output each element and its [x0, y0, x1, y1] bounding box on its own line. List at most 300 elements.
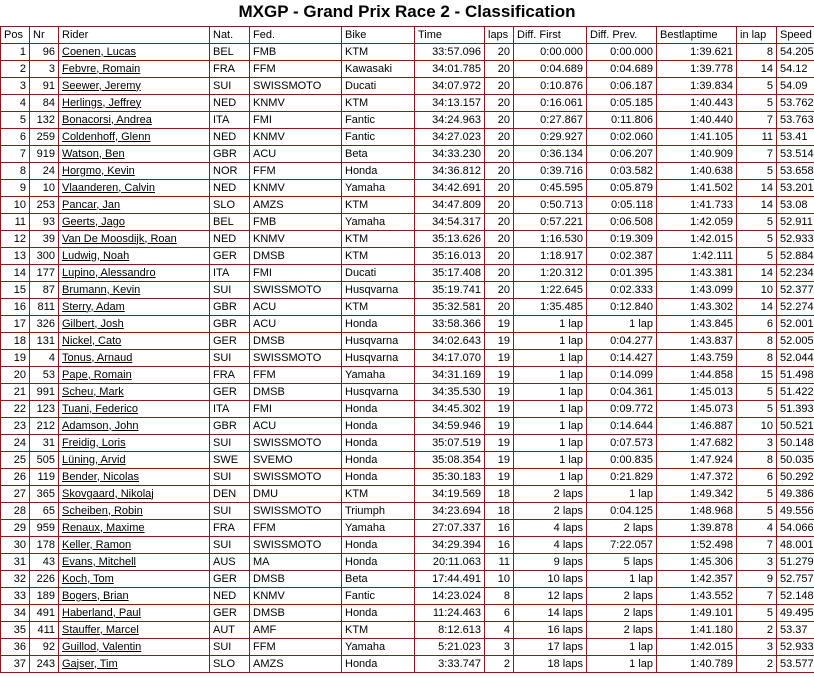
cell-time: 35:30.183 [415, 469, 485, 486]
table-row [1, 350, 814, 367]
rider-link[interactable]: Tonus, Arnaud [62, 351, 133, 364]
cell-nr: 226 [30, 571, 59, 588]
cell-in-lap: 5 [737, 401, 777, 418]
rider-link[interactable]: Scheiben, Robin [62, 504, 143, 517]
cell-diff-first: 4 laps [514, 537, 587, 554]
cell-speed: 54.205 [777, 44, 814, 61]
cell-nr: 177 [30, 265, 59, 282]
rider-link[interactable]: Pancar, Jan [62, 198, 121, 211]
table-row [1, 282, 814, 299]
cell-laps: 16 [485, 520, 514, 537]
cell-diff-first: 0:45.595 [514, 180, 587, 197]
cell-rider [59, 231, 210, 248]
cell-nr: 24 [30, 163, 59, 180]
cell-diff-prev: 0:21.829 [587, 469, 657, 486]
cell-in-lap: 15 [737, 367, 777, 384]
rider-link[interactable]: Herlings, Jeffrey [62, 96, 142, 109]
cell-speed: 54.066 [777, 520, 814, 537]
cell-in-lap: 6 [737, 469, 777, 486]
cell-in-lap: 5 [737, 231, 777, 248]
cell-speed: 52.044 [777, 350, 814, 367]
cell-fed: KNMV [250, 231, 342, 248]
cell-bike: Honda [342, 401, 415, 418]
cell-time: 34:02.643 [415, 333, 485, 350]
cell-rider [59, 180, 210, 197]
cell-speed: 53.41 [777, 129, 814, 146]
cell-fed: FMI [250, 112, 342, 129]
cell-nat: AUT [210, 622, 250, 639]
table-row [1, 503, 814, 520]
rider-link[interactable]: Evans, Mitchell [62, 555, 136, 568]
rider-link[interactable]: Guillod, Valentin [62, 640, 142, 653]
cell-bike: KTM [342, 486, 415, 503]
cell-pos: 33 [1, 588, 30, 605]
cell-nr: 259 [30, 129, 59, 146]
cell-rider [59, 367, 210, 384]
cell-nat: SLO [210, 656, 250, 673]
cell-diff-first: 1:35.485 [514, 299, 587, 316]
cell-bike: Honda [342, 452, 415, 469]
cell-fed: SWISSMOTO [250, 469, 342, 486]
column-header-speed: Speed [777, 27, 814, 44]
cell-time: 34:45.302 [415, 401, 485, 418]
cell-in-lap: 8 [737, 333, 777, 350]
page-title: MXGP - Grand Prix Race 2 - Classification [238, 2, 576, 21]
table-row [1, 333, 814, 350]
header-row [1, 27, 814, 44]
cell-time: 34:33.230 [415, 146, 485, 163]
cell-fed: FMI [250, 265, 342, 282]
cell-nr: 87 [30, 282, 59, 299]
cell-speed: 49.556 [777, 503, 814, 520]
cell-diff-prev: 0:06.207 [587, 146, 657, 163]
cell-diff-prev: 1 lap [587, 316, 657, 333]
cell-time: 27:07.337 [415, 520, 485, 537]
cell-bike: Husqvarna [342, 384, 415, 401]
cell-pos: 27 [1, 486, 30, 503]
cell-bike: Ducati [342, 78, 415, 95]
cell-nat: SUI [210, 350, 250, 367]
cell-nat: SUI [210, 78, 250, 95]
cell-time: 34:59.946 [415, 418, 485, 435]
cell-nat: ITA [210, 112, 250, 129]
table-row [1, 146, 814, 163]
cell-bestlaptime: 1:47.924 [657, 452, 737, 469]
cell-diff-prev: 0:00.835 [587, 452, 657, 469]
cell-bike: Husqvarna [342, 350, 415, 367]
cell-bike: KTM [342, 44, 415, 61]
cell-time: 34:47.809 [415, 197, 485, 214]
cell-nr: 123 [30, 401, 59, 418]
table-row [1, 588, 814, 605]
rider-link[interactable]: Nickel, Cato [62, 334, 122, 347]
cell-nat: NED [210, 180, 250, 197]
cell-nat: SLO [210, 197, 250, 214]
cell-bestlaptime: 1:43.302 [657, 299, 737, 316]
table-row [1, 367, 814, 384]
cell-diff-first: 1 lap [514, 384, 587, 401]
cell-nat: SUI [210, 639, 250, 656]
cell-diff-first: 1 lap [514, 452, 587, 469]
cell-fed: DMU [250, 486, 342, 503]
cell-nr: 65 [30, 503, 59, 520]
cell-in-lap: 2 [737, 622, 777, 639]
cell-diff-first: 12 laps [514, 588, 587, 605]
cell-diff-prev: 1 lap [587, 486, 657, 503]
table-row [1, 197, 814, 214]
cell-pos: 34 [1, 605, 30, 622]
cell-in-lap: 5 [737, 605, 777, 622]
cell-fed: FMB [250, 44, 342, 61]
cell-in-lap: 14 [737, 180, 777, 197]
cell-pos: 37 [1, 656, 30, 673]
cell-nr: 919 [30, 146, 59, 163]
cell-diff-prev: 0:09.772 [587, 401, 657, 418]
cell-pos: 15 [1, 282, 30, 299]
rider-link[interactable]: Pape, Romain [62, 368, 132, 381]
cell-diff-first: 1:22.645 [514, 282, 587, 299]
cell-bestlaptime: 1:42.015 [657, 231, 737, 248]
rider-link[interactable]: Scheu, Mark [62, 385, 124, 398]
cell-diff-prev: 0:04.689 [587, 61, 657, 78]
cell-nat: FRA [210, 367, 250, 384]
cell-rider [59, 622, 210, 639]
cell-pos: 26 [1, 469, 30, 486]
cell-rider [59, 571, 210, 588]
cell-time: 35:32.581 [415, 299, 485, 316]
rider-link[interactable]: Sterry, Adam [62, 300, 125, 313]
cell-bestlaptime: 1:40.638 [657, 163, 737, 180]
rider-link[interactable]: Adamson, John [62, 419, 139, 432]
table-row [1, 180, 814, 197]
column-header-nat: Nat. [210, 27, 250, 44]
cell-in-lap: 14 [737, 197, 777, 214]
cell-rider [59, 435, 210, 452]
cell-pos: 28 [1, 503, 30, 520]
column-header-rider: Rider [59, 27, 210, 44]
cell-laps: 19 [485, 401, 514, 418]
cell-diff-first: 1 lap [514, 469, 587, 486]
cell-fed: DMSB [250, 333, 342, 350]
column-header-diff-prev: Diff. Prev. [587, 27, 657, 44]
rider-link[interactable]: Keller, Ramon [62, 538, 132, 551]
cell-bestlaptime: 1:45.013 [657, 384, 737, 401]
cell-speed: 51.498 [777, 367, 814, 384]
cell-rider [59, 299, 210, 316]
cell-in-lap: 6 [737, 316, 777, 333]
rider-link[interactable]: Seewer, Jeremy [62, 79, 141, 92]
cell-speed: 52.148 [777, 588, 814, 605]
cell-fed: AMZS [250, 656, 342, 673]
cell-time: 11:24.463 [415, 605, 485, 622]
cell-nat: GBR [210, 299, 250, 316]
cell-bestlaptime: 1:42.059 [657, 214, 737, 231]
cell-pos: 21 [1, 384, 30, 401]
cell-fed: DMSB [250, 571, 342, 588]
column-header-time: Time [415, 27, 485, 44]
cell-fed: FFM [250, 367, 342, 384]
cell-laps: 20 [485, 146, 514, 163]
cell-time: 34:54.317 [415, 214, 485, 231]
cell-pos: 20 [1, 367, 30, 384]
cell-rider [59, 112, 210, 129]
cell-diff-prev: 0:02.387 [587, 248, 657, 265]
cell-fed: DMSB [250, 384, 342, 401]
cell-bike: Honda [342, 605, 415, 622]
cell-time: 34:23.694 [415, 503, 485, 520]
cell-time: 34:01.785 [415, 61, 485, 78]
column-header-bestlaptime: Bestlaptime [657, 27, 737, 44]
cell-speed: 53.201 [777, 180, 814, 197]
cell-diff-prev: 5 laps [587, 554, 657, 571]
cell-time: 35:07.519 [415, 435, 485, 452]
cell-nat: GER [210, 248, 250, 265]
cell-rider [59, 333, 210, 350]
cell-nat: GER [210, 333, 250, 350]
cell-diff-prev: 0:02.060 [587, 129, 657, 146]
rider-link[interactable]: Freidig, Loris [62, 436, 126, 449]
cell-nr: 300 [30, 248, 59, 265]
cell-laps: 19 [485, 350, 514, 367]
rider-link[interactable]: Koch, Tom [62, 572, 114, 585]
table-row [1, 61, 814, 78]
cell-bike: KTM [342, 95, 415, 112]
rider-link[interactable]: Coldenhoff, Glenn [62, 130, 151, 143]
cell-speed: 51.422 [777, 384, 814, 401]
rider-link[interactable]: Tuani, Federico [62, 402, 139, 415]
rider-link[interactable]: Renaux, Maxime [62, 521, 145, 534]
cell-laps: 20 [485, 214, 514, 231]
cell-laps: 19 [485, 333, 514, 350]
cell-in-lap: 9 [737, 571, 777, 588]
cell-diff-prev: 7:22.057 [587, 537, 657, 554]
cell-laps: 20 [485, 265, 514, 282]
cell-bestlaptime: 1:42.015 [657, 639, 737, 656]
cell-rider [59, 129, 210, 146]
cell-diff-prev: 0:11.806 [587, 112, 657, 129]
cell-nr: 491 [30, 605, 59, 622]
cell-time: 34:27.023 [415, 129, 485, 146]
rider-link[interactable]: Bogers, Brian [62, 589, 129, 602]
cell-speed: 50.148 [777, 435, 814, 452]
table-row [1, 622, 814, 639]
cell-diff-first: 1 lap [514, 435, 587, 452]
cell-nr: 811 [30, 299, 59, 316]
cell-laps: 10 [485, 571, 514, 588]
table-row [1, 299, 814, 316]
cell-bike: KTM [342, 197, 415, 214]
column-header-bike: Bike [342, 27, 415, 44]
cell-rider [59, 350, 210, 367]
cell-diff-first: 1 lap [514, 418, 587, 435]
cell-time: 34:17.070 [415, 350, 485, 367]
table-row [1, 112, 814, 129]
cell-speed: 54.09 [777, 78, 814, 95]
cell-time: 34:35.530 [415, 384, 485, 401]
cell-rider [59, 384, 210, 401]
cell-fed: FFM [250, 163, 342, 180]
cell-fed: SWISSMOTO [250, 435, 342, 452]
cell-bestlaptime: 1:43.759 [657, 350, 737, 367]
cell-time: 34:31.169 [415, 367, 485, 384]
cell-laps: 18 [485, 503, 514, 520]
cell-fed: SWISSMOTO [250, 282, 342, 299]
table-row [1, 639, 814, 656]
cell-diff-first: 0:16.061 [514, 95, 587, 112]
cell-speed: 52.274 [777, 299, 814, 316]
rider-link[interactable]: Bender, Nicolas [62, 470, 140, 483]
cell-bestlaptime: 1:43.381 [657, 265, 737, 282]
cell-in-lap: 7 [737, 146, 777, 163]
cell-bike: Fantic [342, 129, 415, 146]
cell-pos: 14 [1, 265, 30, 282]
cell-in-lap: 10 [737, 282, 777, 299]
cell-bestlaptime: 1:41.733 [657, 197, 737, 214]
rider-link[interactable]: Brumann, Kevin [62, 283, 141, 296]
cell-nat: NED [210, 588, 250, 605]
cell-diff-first: 10 laps [514, 571, 587, 588]
cell-pos: 29 [1, 520, 30, 537]
cell-bestlaptime: 1:41.180 [657, 622, 737, 639]
cell-diff-first: 4 laps [514, 520, 587, 537]
rider-link[interactable]: Stauffer, Marcel [62, 623, 139, 636]
cell-in-lap: 8 [737, 452, 777, 469]
cell-speed: 52.757 [777, 571, 814, 588]
rider-link[interactable]: Skovgaard, Nikolaj [62, 487, 154, 500]
cell-pos: 9 [1, 180, 30, 197]
cell-pos: 17 [1, 316, 30, 333]
cell-bestlaptime: 1:45.306 [657, 554, 737, 571]
cell-fed: FMB [250, 214, 342, 231]
cell-nr: 4 [30, 350, 59, 367]
table-row [1, 418, 814, 435]
cell-pos: 1 [1, 44, 30, 61]
cell-fed: SVEMO [250, 452, 342, 469]
cell-bike: Ducati [342, 265, 415, 282]
cell-in-lap: 5 [737, 163, 777, 180]
cell-nat: SUI [210, 503, 250, 520]
cell-time: 33:58.366 [415, 316, 485, 333]
cell-in-lap: 14 [737, 265, 777, 282]
cell-nr: 178 [30, 537, 59, 554]
cell-in-lap: 8 [737, 44, 777, 61]
cell-in-lap: 7 [737, 537, 777, 554]
rider-link[interactable]: Horgmo, Kevin [62, 164, 135, 177]
column-header-fed: Fed. [250, 27, 342, 44]
cell-diff-prev: 1 lap [587, 656, 657, 673]
cell-bike: Husqvarna [342, 282, 415, 299]
table-row [1, 605, 814, 622]
cell-fed: AMF [250, 622, 342, 639]
cell-diff-prev: 0:04.125 [587, 503, 657, 520]
cell-bestlaptime: 1:46.887 [657, 418, 737, 435]
cell-speed: 53.577 [777, 656, 814, 673]
rider-link[interactable]: Vlaanderen, Calvin [62, 181, 155, 194]
table-row [1, 401, 814, 418]
cell-rider [59, 418, 210, 435]
cell-diff-first: 18 laps [514, 656, 587, 673]
cell-pos: 7 [1, 146, 30, 163]
cell-fed: SWISSMOTO [250, 503, 342, 520]
cell-nat: SWE [210, 452, 250, 469]
cell-bestlaptime: 1:43.552 [657, 588, 737, 605]
cell-diff-prev: 0:00.000 [587, 44, 657, 61]
rider-link[interactable]: Lupino, Alessandro [62, 266, 156, 279]
rider-link[interactable]: Coenen, Lucas [62, 45, 136, 58]
cell-time: 34:13.157 [415, 95, 485, 112]
rider-link[interactable]: Bonacorsi, Andrea [62, 113, 152, 126]
cell-bike: Yamaha [342, 214, 415, 231]
cell-rider [59, 656, 210, 673]
rider-link[interactable]: Van De Moosdijk, Roan [62, 232, 177, 245]
cell-laps: 6 [485, 605, 514, 622]
cell-laps: 20 [485, 112, 514, 129]
cell-speed: 52.377 [777, 282, 814, 299]
cell-bike: Honda [342, 418, 415, 435]
cell-rider [59, 639, 210, 656]
cell-fed: FMI [250, 401, 342, 418]
rider-link[interactable]: Febvre, Romain [62, 62, 141, 75]
cell-laps: 20 [485, 129, 514, 146]
cell-fed: ACU [250, 418, 342, 435]
cell-nat: FRA [210, 520, 250, 537]
rider-link[interactable]: Watson, Ben [62, 147, 125, 160]
cell-in-lap: 5 [737, 214, 777, 231]
column-header-nr: Nr [30, 27, 59, 44]
cell-rider [59, 503, 210, 520]
table-row [1, 554, 814, 571]
cell-pos: 4 [1, 95, 30, 112]
cell-bike: Kawasaki [342, 61, 415, 78]
cell-nat: NED [210, 95, 250, 112]
cell-speed: 51.279 [777, 554, 814, 571]
cell-rider [59, 44, 210, 61]
cell-nr: 132 [30, 112, 59, 129]
cell-diff-first: 16 laps [514, 622, 587, 639]
cell-time: 33:57.096 [415, 44, 485, 61]
cell-nat: FRA [210, 61, 250, 78]
cell-time: 35:13.626 [415, 231, 485, 248]
column-header-in-lap: in lap [737, 27, 777, 44]
rider-link[interactable]: Geerts, Jago [62, 215, 125, 228]
cell-in-lap: 4 [737, 520, 777, 537]
cell-nat: GER [210, 571, 250, 588]
rider-link[interactable]: Lüning, Arvid [62, 453, 126, 466]
cell-in-lap: 10 [737, 418, 777, 435]
cell-pos: 25 [1, 452, 30, 469]
cell-nat: GBR [210, 316, 250, 333]
cell-bike: Honda [342, 554, 415, 571]
rider-link[interactable]: Gilbert, Josh [62, 317, 124, 330]
cell-speed: 50.521 [777, 418, 814, 435]
table-row [1, 384, 814, 401]
cell-time: 17:44.491 [415, 571, 485, 588]
cell-fed: SWISSMOTO [250, 78, 342, 95]
cell-bike: Yamaha [342, 180, 415, 197]
table-body [1, 44, 814, 673]
rider-link[interactable]: Gajser, Tim [62, 657, 118, 670]
cell-diff-first: 1 lap [514, 367, 587, 384]
rider-link[interactable]: Haberland, Paul [62, 606, 141, 619]
cell-in-lap: 5 [737, 384, 777, 401]
cell-time: 20:11.063 [415, 554, 485, 571]
cell-diff-first: 0:10.876 [514, 78, 587, 95]
cell-pos: 3 [1, 78, 30, 95]
cell-nr: 253 [30, 197, 59, 214]
table-row [1, 231, 814, 248]
rider-link[interactable]: Ludwig, Noah [62, 249, 130, 262]
cell-in-lap: 5 [737, 503, 777, 520]
